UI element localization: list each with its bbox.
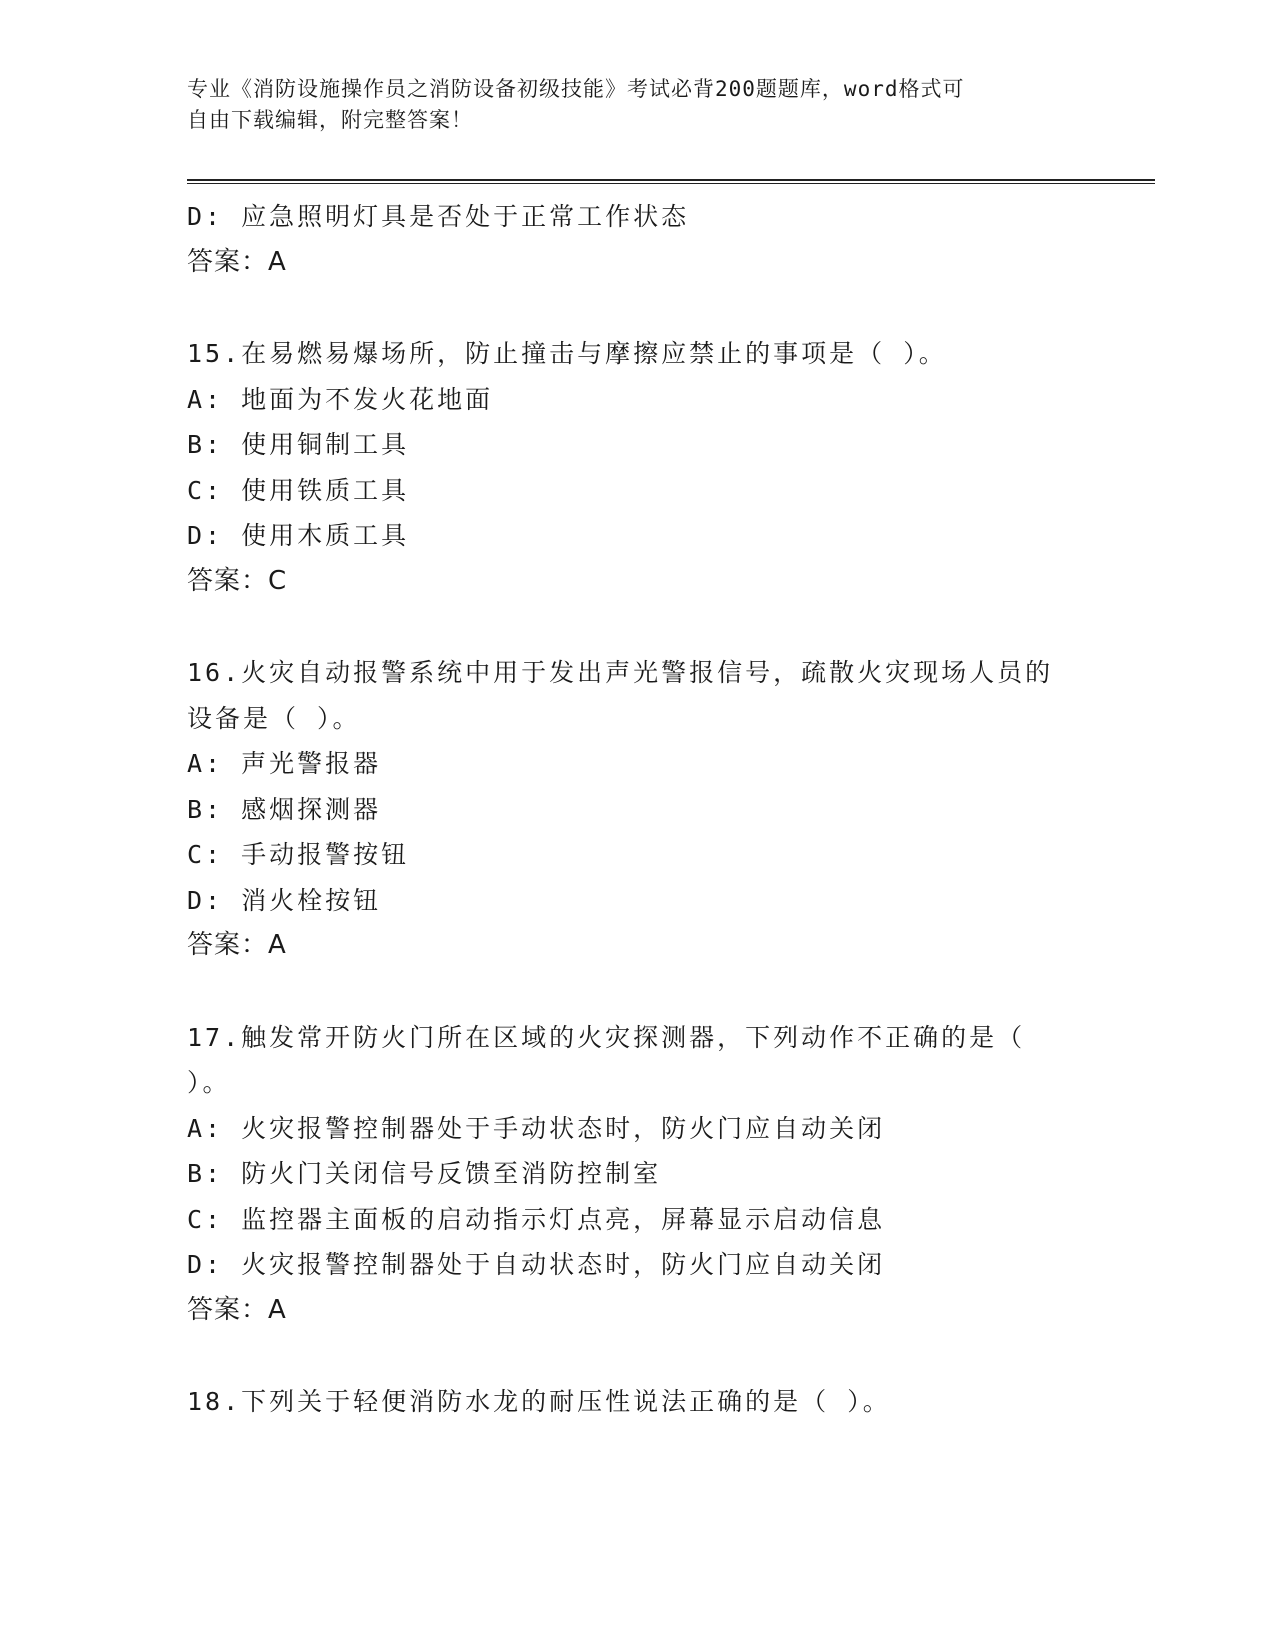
answer-line: 答案：A xyxy=(187,246,287,277)
header-divider-thin xyxy=(187,183,1155,184)
option-c: C: 手动报警按钮 xyxy=(187,840,410,869)
option-d: D: 火灾报警控制器处于自动状态时，防火门应自动关闭 xyxy=(187,1250,886,1279)
header-line-1: 专业《消防设施操作员之消防设备初级技能》考试必背200题题库，word格式可 xyxy=(187,77,965,101)
question-stem-line-2: 设备是（ ）。 xyxy=(187,703,361,733)
option-b: B: 防火门关闭信号反馈至消防控制室 xyxy=(187,1159,662,1188)
answer-line: 答案：A xyxy=(187,1294,287,1325)
question-16 xyxy=(187,650,1087,969)
option-d: D: 使用木质工具 xyxy=(187,521,410,550)
question-15 xyxy=(187,331,1087,604)
previous-question-tail xyxy=(187,194,1087,285)
question-stem-line-1: 17.触发常开防火门所在区域的火灾探测器，下列动作不正确的是（ xyxy=(187,1022,1026,1052)
document-header xyxy=(187,74,1067,136)
option-a: A: 火灾报警控制器处于手动状态时，防火门应自动关闭 xyxy=(187,1113,886,1143)
question-stem: 18.下列关于轻便消防水龙的耐压性说法正确的是（ ）。 xyxy=(187,1387,891,1416)
answer-line: 答案：A xyxy=(187,930,287,960)
option-d: D: 应急照明灯具是否处于正常工作状态 xyxy=(187,202,690,231)
question-17 xyxy=(187,1015,1087,1334)
option-a: A: 声光警报器 xyxy=(187,749,382,778)
option-b: B: 使用铜制工具 xyxy=(187,430,410,459)
question-18 xyxy=(187,1379,1087,1425)
option-b: B: 感烟探测器 xyxy=(187,794,382,824)
answer-line: 答案：C xyxy=(187,565,288,596)
option-a: A: 地面为不发火花地面 xyxy=(187,384,494,414)
question-stem-line-1: 16.火灾自动报警系统中用于发出声光警报信号，疏散火灾现场人员的 xyxy=(187,658,1054,687)
header-line-2: 自由下载编辑，附完整答案！ xyxy=(187,108,473,132)
option-c: C: 使用铁质工具 xyxy=(187,475,410,505)
question-content xyxy=(187,194,1087,1425)
question-stem: 15.在易燃易爆场所，防止撞击与摩擦应禁止的事项是（ ）。 xyxy=(187,339,947,368)
option-c: C: 监控器主面板的启动指示灯点亮，屏幕显示启动信息 xyxy=(187,1204,886,1234)
option-d: D: 消火栓按钮 xyxy=(187,885,382,915)
question-stem-line-2: ）。 xyxy=(187,1068,231,1097)
header-divider-thick xyxy=(187,179,1155,181)
